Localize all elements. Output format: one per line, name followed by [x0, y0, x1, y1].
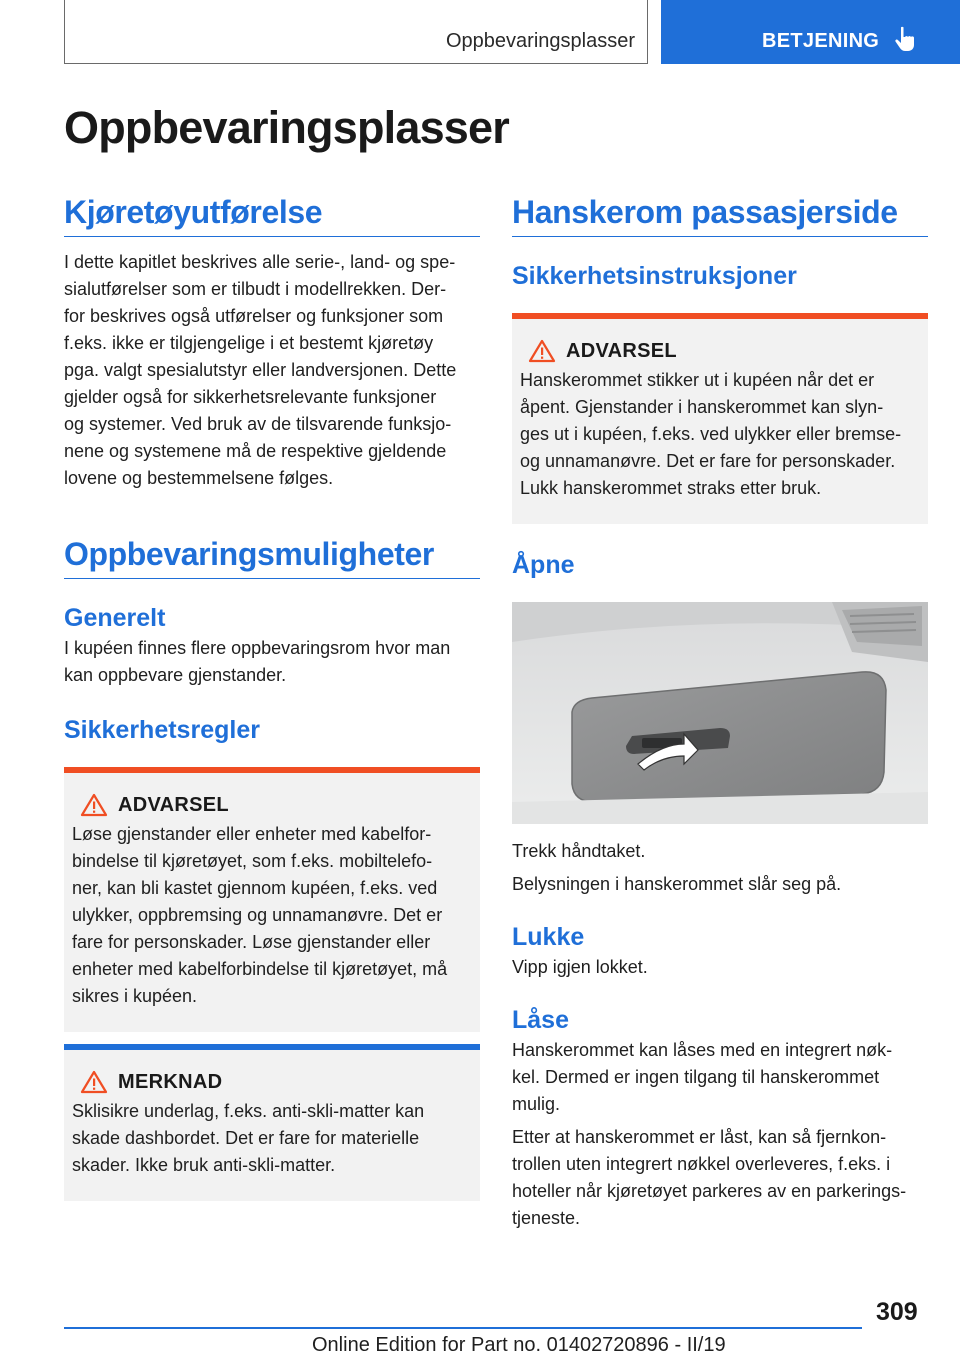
header-section-box [64, 0, 648, 64]
text-line: ulykker, oppbremsing og unnamanøvre. Det er [72, 905, 443, 925]
glovebox-photo [512, 602, 928, 824]
glovebox-illustration [512, 602, 928, 824]
text-line: Hanskerommet kan låses med en integrert nøk- [512, 1040, 893, 1060]
text-line: Løse gjenstander eller enheter med kabelfor- [72, 824, 432, 844]
warning-label: ADVARSEL [566, 339, 677, 362]
text-line: sikres i kupéen. [72, 986, 198, 1006]
heading-general: Generelt [64, 604, 166, 632]
notice-box-anti-slip [64, 1044, 480, 1201]
warning-box-glovebox [512, 313, 928, 524]
text-line: ner, kan bli kastet gjennom kupéen, f.eks. ved [72, 878, 438, 898]
page-title: Oppbevaringsplasser [64, 102, 509, 153]
heading-safety-rules: Sikkerhetsregler [64, 716, 260, 744]
lock-text-2 [512, 1124, 928, 1232]
text-line: gjelder også for sikkerhetsrelevante funksjoner [64, 387, 437, 407]
text-line: Sklisikre underlag, f.eks. anti-skli-matter kan [72, 1101, 425, 1121]
text-line: skade dashbordet. Det er fare for materielle [72, 1128, 420, 1148]
text-line: skader. Ikke bruk anti-skli-matter. [72, 1155, 336, 1175]
heading-open: Åpne [512, 551, 575, 579]
header-chapter-tab [661, 0, 960, 64]
warning-text [520, 367, 920, 502]
warning-header [80, 793, 472, 817]
text-line: kel. Dermed er ingen tilgang til hanskerommet [512, 1067, 880, 1087]
close-text: Vipp igjen lokket. [512, 957, 648, 977]
header-section-title: Oppbevaringsplasser [446, 30, 635, 52]
text-line: mulig. [512, 1094, 561, 1114]
warning-triangle-icon [80, 793, 108, 817]
text-line: I dette kapitlet beskrives alle serie-, land- og spe- [64, 252, 456, 272]
left-column [64, 188, 480, 1201]
footer-divider [64, 1327, 862, 1329]
text-line: åpent. Gjenstander i hanskerommet kan slyn- [520, 397, 884, 417]
text-line: sialutførelser som er tilbudt i modellrekken. Der- [64, 279, 447, 299]
lock-text-1 [512, 1037, 928, 1118]
notice-text [72, 1098, 472, 1179]
text-line: Lukk hanskerommet straks etter bruk. [520, 478, 822, 498]
text-line: kan oppbevare gjenstander. [64, 665, 287, 685]
heading-vehicle-variant: Kjøretøyutførelse [64, 188, 480, 237]
header-chapter-title: BETJENING [762, 30, 880, 52]
text-line: pga. valgt spesialutstyr eller landversjonen. Dette [64, 360, 457, 380]
heading-glovebox: Hanskerom passasjerside [512, 188, 928, 237]
warning-triangle-icon [80, 1070, 108, 1094]
text-line: I kupéen finnes flere oppbevaringsrom hvor man [64, 638, 451, 658]
text-line: trollen uten integrert nøkkel overleveres, f.eks. i [512, 1154, 891, 1174]
text-line: bindelse til kjøretøyet, som f.eks. mobiltelefo- [72, 851, 433, 871]
text-line: lovene og bestemmelsene følges. [64, 468, 334, 488]
text-line: Etter at hanskerommet er låst, kan så fjernkon- [512, 1127, 887, 1147]
text-line: enheter med kabelforbindelse til kjøretøyet, må [72, 959, 448, 979]
text-line: f.eks. ikke er tilgjengelige i et bestemt kjøretøy [64, 333, 434, 353]
open-step-light: Belysningen i hanskerommet slår seg på. [512, 874, 842, 894]
pointing-hand-icon [894, 26, 918, 52]
heading-lock: Låse [512, 1006, 569, 1034]
text-line: og systemer. Ved bruk av de tilsvarende funksjo- [64, 414, 452, 434]
text-line: hoteller når kjøretøyet parkeres av en parkerings- [512, 1181, 907, 1201]
heading-storage-options: Oppbevaringsmuligheter [64, 530, 480, 579]
text-line: Hanskerommet stikker ut i kupéen når det er [520, 370, 875, 390]
warning-text [72, 821, 472, 1010]
text-line: og unnamanøvre. Det er fare for personskader. [520, 451, 896, 471]
vehicle-variant-text [64, 249, 480, 492]
text-line: for beskrives også utførelser og funksjoner som [64, 306, 444, 326]
text-line: ges ut i kupéen, f.eks. ved ulykker eller bremse- [520, 424, 902, 444]
text-line: nene og systemene må de respektive gjeldende [64, 441, 447, 461]
warning-label: ADVARSEL [118, 793, 229, 816]
notice-header [80, 1070, 472, 1094]
general-text [64, 635, 480, 689]
notice-label: MERKNAD [118, 1070, 223, 1093]
heading-close: Lukke [512, 923, 585, 951]
heading-safety-instructions: Sikkerhetsinstruksjoner [512, 262, 797, 290]
right-column [512, 188, 928, 1232]
text-line: tjeneste. [512, 1208, 581, 1228]
text-line: fare for personskader. Løse gjenstander eller [72, 932, 431, 952]
open-step-pull-handle: Trekk håndtaket. [512, 841, 646, 861]
warning-header [528, 339, 920, 363]
warning-box-loose-objects [64, 767, 480, 1032]
warning-triangle-icon [528, 339, 556, 363]
footer-edition: Online Edition for Part no. 01402720896 - II/19 [312, 1334, 726, 1356]
page-number: 309 [876, 1298, 918, 1326]
